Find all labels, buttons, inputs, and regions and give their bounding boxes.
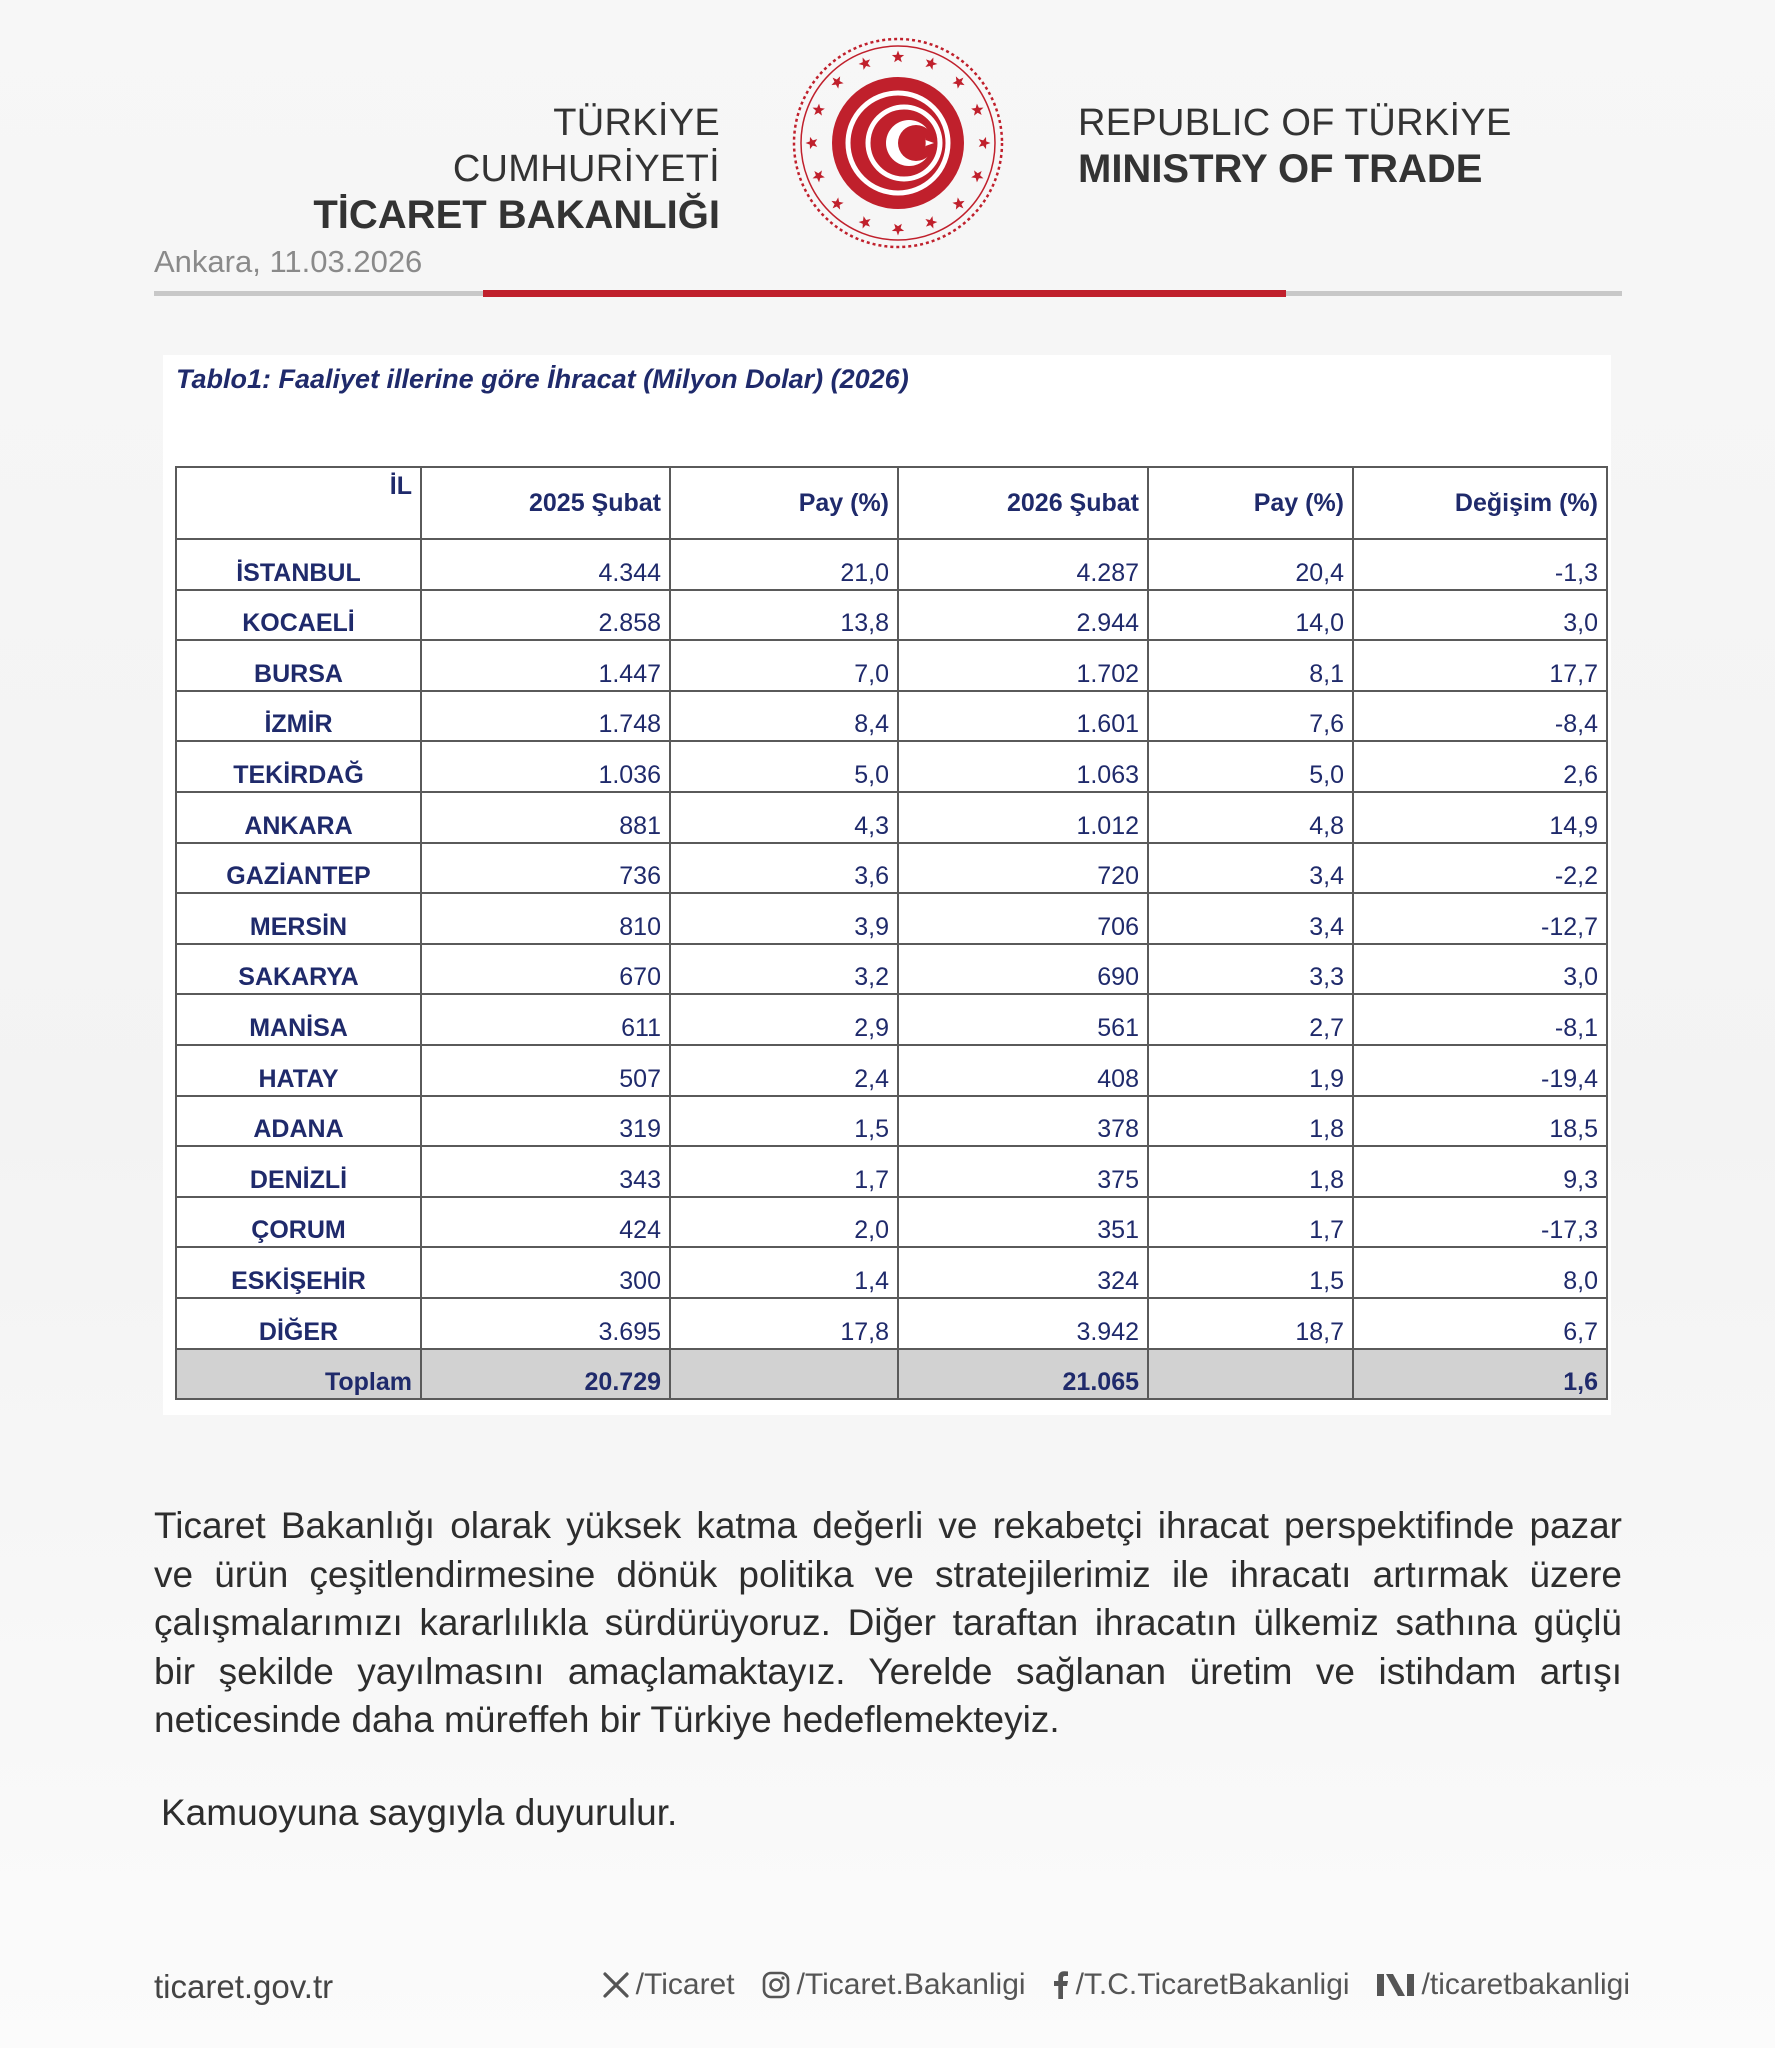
social-nsosyal-link[interactable] xyxy=(1376,1968,1630,2002)
table-row xyxy=(176,893,1607,944)
cell-share-2025: 2,0 xyxy=(670,1197,898,1248)
total-cell-share-2026 xyxy=(1148,1349,1353,1399)
table-total-row xyxy=(176,1349,1607,1399)
cell-province: ADANA xyxy=(176,1096,421,1147)
cell-province: MERSİN xyxy=(176,893,421,944)
cell-value-2025: 881 xyxy=(421,792,670,843)
cell-province: TEKİRDAĞ xyxy=(176,741,421,792)
cell-value-2025: 343 xyxy=(421,1146,670,1197)
cell-province: SAKARYA xyxy=(176,944,421,995)
export-table xyxy=(175,466,1608,1400)
cell-change: 2,6 xyxy=(1353,741,1607,792)
cell-value-2026: 3.942 xyxy=(898,1298,1148,1349)
cell-share-2026: 1,8 xyxy=(1148,1096,1353,1147)
emblem-star xyxy=(979,137,991,149)
cell-province: MANİSA xyxy=(176,994,421,1045)
social-instagram-link[interactable] xyxy=(761,1968,1026,2002)
cell-change: 18,5 xyxy=(1353,1096,1607,1147)
cell-share-2025: 3,6 xyxy=(670,843,898,894)
table-row xyxy=(176,590,1607,641)
cell-change: -12,7 xyxy=(1353,893,1607,944)
table-row xyxy=(176,1146,1607,1197)
table-row xyxy=(176,1197,1607,1248)
cell-change: 3,0 xyxy=(1353,944,1607,995)
cell-value-2025: 507 xyxy=(421,1045,670,1096)
cell-share-2025: 2,9 xyxy=(670,994,898,1045)
closing-line: Kamuoyuna saygıyla duyurulur. xyxy=(161,1792,678,1833)
cell-value-2026: 1.702 xyxy=(898,640,1148,691)
date-line: Ankara, 11.03.2026 xyxy=(154,244,423,279)
cell-value-2026: 375 xyxy=(898,1146,1148,1197)
table-row xyxy=(176,843,1607,894)
cell-share-2026: 20,4 xyxy=(1148,539,1353,590)
cell-change: 8,0 xyxy=(1353,1247,1607,1298)
cell-change: -1,3 xyxy=(1353,539,1607,590)
cell-value-2026: 4.287 xyxy=(898,539,1148,590)
cell-value-2025: 1.447 xyxy=(421,640,670,691)
cell-province: İSTANBUL xyxy=(176,539,421,590)
emblem-star xyxy=(971,170,983,182)
cell-value-2026: 690 xyxy=(898,944,1148,995)
emblem-star xyxy=(806,137,818,149)
col-header-il: İL xyxy=(176,467,421,539)
cell-value-2026: 408 xyxy=(898,1045,1148,1096)
ministry-emblem-icon xyxy=(788,33,1008,253)
cell-share-2026: 2,7 xyxy=(1148,994,1353,1045)
col-header-change: Değişim (%) xyxy=(1353,467,1607,539)
emblem-star xyxy=(831,76,843,88)
nsosyal-icon xyxy=(1376,1971,1416,1999)
cell-province: ANKARA xyxy=(176,792,421,843)
col-header-2026: 2026 Şubat xyxy=(898,467,1148,539)
header-right xyxy=(1078,100,1518,192)
emblem-star xyxy=(813,104,825,116)
cell-share-2025: 8,4 xyxy=(670,691,898,742)
cell-change: 14,9 xyxy=(1353,792,1607,843)
table-row xyxy=(176,944,1607,995)
cell-share-2026: 7,6 xyxy=(1148,691,1353,742)
cell-share-2026: 1,5 xyxy=(1148,1247,1353,1298)
table-header-row xyxy=(176,467,1607,539)
cell-share-2026: 8,1 xyxy=(1148,640,1353,691)
table-caption: Tablo1: Faaliyet illerine göre İhracat (Milyon Dolar) (2026) xyxy=(176,364,909,394)
cell-share-2026: 1,7 xyxy=(1148,1197,1353,1248)
cell-province: HATAY xyxy=(176,1045,421,1096)
table-row xyxy=(176,1298,1607,1349)
cell-share-2025: 3,9 xyxy=(670,893,898,944)
facebook-icon xyxy=(1052,1970,1070,2000)
total-cell-share-2025 xyxy=(670,1349,898,1399)
table-row xyxy=(176,741,1607,792)
col-header-2025: 2025 Şubat xyxy=(421,467,670,539)
total-cell-province: Toplam xyxy=(176,1349,421,1399)
cell-value-2026: 378 xyxy=(898,1096,1148,1147)
table-row xyxy=(176,691,1607,742)
cell-share-2025: 2,4 xyxy=(670,1045,898,1096)
cell-share-2025: 7,0 xyxy=(670,640,898,691)
cell-change: -17,3 xyxy=(1353,1197,1607,1248)
social-instagram-handle: /Ticaret.Bakanligi xyxy=(796,1968,1026,2001)
table-row xyxy=(176,1247,1607,1298)
cell-share-2025: 5,0 xyxy=(670,741,898,792)
cell-share-2025: 1,4 xyxy=(670,1247,898,1298)
cell-value-2025: 319 xyxy=(421,1096,670,1147)
cell-value-2025: 1.748 xyxy=(421,691,670,742)
cell-change: 9,3 xyxy=(1353,1146,1607,1197)
table-row xyxy=(176,640,1607,691)
table-row xyxy=(176,1045,1607,1096)
cell-value-2025: 2.858 xyxy=(421,590,670,641)
cell-value-2026: 324 xyxy=(898,1247,1148,1298)
cell-share-2026: 4,8 xyxy=(1148,792,1353,843)
emblem-star xyxy=(925,216,937,228)
cell-province: DİĞER xyxy=(176,1298,421,1349)
cell-value-2025: 4.344 xyxy=(421,539,670,590)
cell-value-2025: 670 xyxy=(421,944,670,995)
cell-share-2025: 3,2 xyxy=(670,944,898,995)
cell-province: DENİZLİ xyxy=(176,1146,421,1197)
social-facebook-handle: /T.C.TicaretBakanligi xyxy=(1075,1968,1350,2001)
header-divider-accent xyxy=(483,290,1286,297)
instagram-icon xyxy=(761,1970,791,2000)
header-left-line2: TİCARET BAKANLIĞI xyxy=(313,193,720,237)
cell-value-2025: 300 xyxy=(421,1247,670,1298)
cell-share-2026: 3,4 xyxy=(1148,843,1353,894)
header-left xyxy=(300,100,720,238)
cell-province: ÇORUM xyxy=(176,1197,421,1248)
cell-share-2026: 5,0 xyxy=(1148,741,1353,792)
cell-share-2025: 4,3 xyxy=(670,792,898,843)
social-facebook-link[interactable] xyxy=(1052,1968,1350,2002)
cell-share-2026: 1,9 xyxy=(1148,1045,1353,1096)
cell-share-2026: 14,0 xyxy=(1148,590,1353,641)
social-x-link[interactable] xyxy=(602,1968,735,2002)
cell-province: ESKİŞEHİR xyxy=(176,1247,421,1298)
social-links xyxy=(580,1968,1630,2002)
cell-change: 17,7 xyxy=(1353,640,1607,691)
total-cell-change: 1,6 xyxy=(1353,1349,1607,1399)
cell-value-2026: 720 xyxy=(898,843,1148,894)
x-icon xyxy=(602,1971,630,1999)
cell-province: GAZİANTEP xyxy=(176,843,421,894)
cell-value-2025: 3.695 xyxy=(421,1298,670,1349)
cell-value-2025: 736 xyxy=(421,843,670,894)
cell-share-2026: 3,3 xyxy=(1148,944,1353,995)
cell-value-2025: 1.036 xyxy=(421,741,670,792)
cell-share-2025: 1,5 xyxy=(670,1096,898,1147)
cell-change: -19,4 xyxy=(1353,1045,1607,1096)
emblem-star xyxy=(892,51,904,63)
header-right-line2: MINISTRY OF TRADE xyxy=(1078,147,1483,191)
table-row xyxy=(176,539,1607,590)
cell-share-2025: 13,8 xyxy=(670,590,898,641)
emblem-star xyxy=(892,224,904,236)
emblem-star xyxy=(859,58,871,70)
cell-value-2026: 2.944 xyxy=(898,590,1148,641)
cell-share-2025: 1,7 xyxy=(670,1146,898,1197)
emblem-star xyxy=(952,197,964,209)
emblem-star xyxy=(952,76,964,88)
header-right-line1: REPUBLIC OF TÜRKİYE xyxy=(1078,102,1512,144)
cell-change: 3,0 xyxy=(1353,590,1607,641)
table-row xyxy=(176,1096,1607,1147)
cell-share-2025: 17,8 xyxy=(670,1298,898,1349)
col-header-pay-2025: Pay (%) xyxy=(670,467,898,539)
emblem-star xyxy=(859,216,871,228)
table-row xyxy=(176,994,1607,1045)
header-left-line1: TÜRKİYE CUMHURİYETİ xyxy=(452,102,720,190)
social-x-handle: /Ticaret xyxy=(635,1968,735,2001)
total-cell-value-2026: 21.065 xyxy=(898,1349,1148,1399)
cell-value-2026: 561 xyxy=(898,994,1148,1045)
body-paragraph: Ticaret Bakanlığı olarak yüksek katma değerli ve rekabetçi ihracat perspektifinde pazar ve ürün çeşitlendirmesine dönük politika ve stratejilerimiz ile ihracatı artırmak üzere çalışmalarımızı kararlılıkla sürdürüyoruz. Diğer taraftan ihracatın ülkemiz sathına güçlü bir şekilde yayılmasını amaçlamaktayız. Yerelde sağlanan üretim ve istihdam artışı neticesinde daha müreffeh bir Türkiye hedeflemekteyiz. xyxy=(154,1505,1622,1740)
cell-share-2026: 1,8 xyxy=(1148,1146,1353,1197)
cell-value-2026: 1.601 xyxy=(898,691,1148,742)
total-cell-value-2025: 20.729 xyxy=(421,1349,670,1399)
cell-share-2026: 18,7 xyxy=(1148,1298,1353,1349)
cell-value-2026: 351 xyxy=(898,1197,1148,1248)
cell-change: 6,7 xyxy=(1353,1298,1607,1349)
cell-change: -2,2 xyxy=(1353,843,1607,894)
cell-province: İZMİR xyxy=(176,691,421,742)
cell-province: KOCAELİ xyxy=(176,590,421,641)
emblem-star xyxy=(971,104,983,116)
cell-share-2026: 3,4 xyxy=(1148,893,1353,944)
footer-website-link[interactable]: ticaret.gov.tr xyxy=(154,1968,334,2005)
social-nsosyal-handle: /ticaretbakanligi xyxy=(1421,1968,1630,2001)
cell-value-2025: 611 xyxy=(421,994,670,1045)
cell-change: -8,4 xyxy=(1353,691,1607,742)
cell-value-2026: 706 xyxy=(898,893,1148,944)
emblem-star xyxy=(831,197,843,209)
table-row xyxy=(176,792,1607,843)
cell-value-2025: 810 xyxy=(421,893,670,944)
cell-share-2025: 21,0 xyxy=(670,539,898,590)
cell-province: BURSA xyxy=(176,640,421,691)
cell-value-2026: 1.012 xyxy=(898,792,1148,843)
emblem-star xyxy=(925,58,937,70)
cell-value-2025: 424 xyxy=(421,1197,670,1248)
cell-change: -8,1 xyxy=(1353,994,1607,1045)
emblem-star xyxy=(813,170,825,182)
col-header-pay-2026: Pay (%) xyxy=(1148,467,1353,539)
cell-value-2026: 1.063 xyxy=(898,741,1148,792)
